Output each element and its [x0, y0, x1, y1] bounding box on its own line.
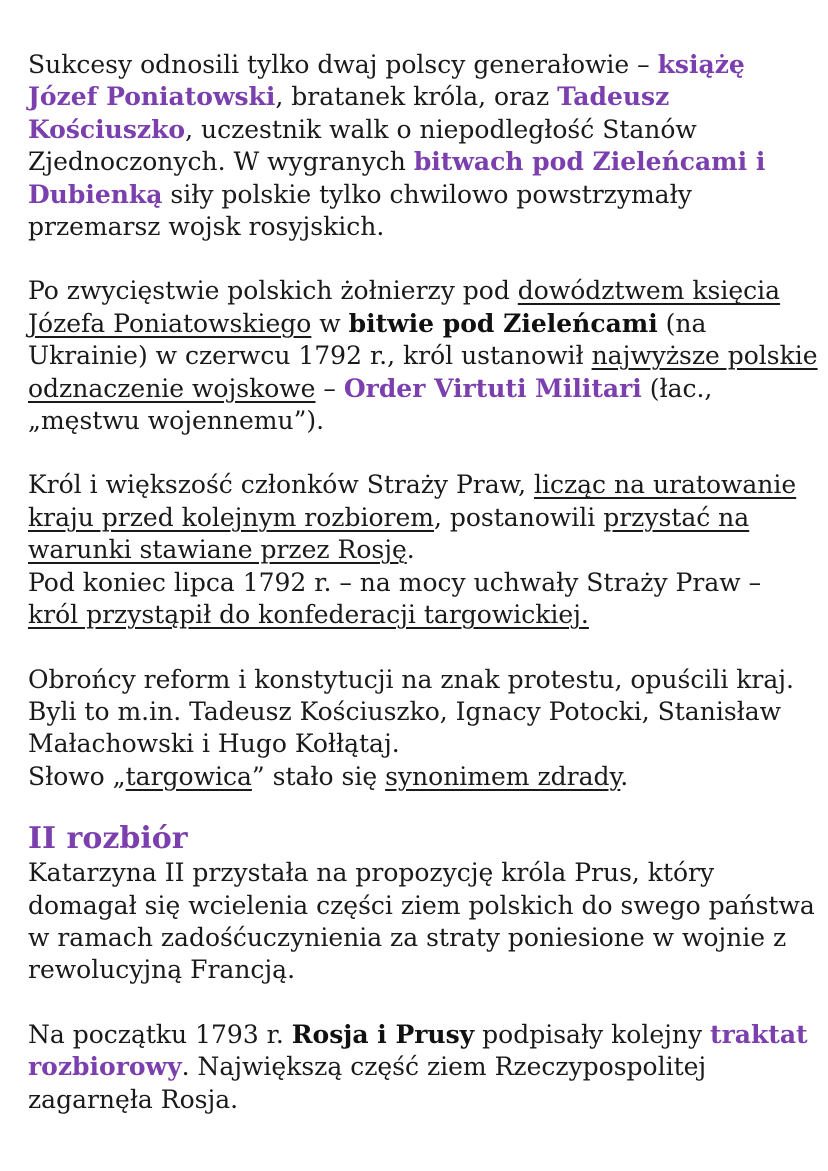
text-run: . — [406, 535, 415, 565]
text-run: Po zwycięstwie polskich żołnierzy pod — [28, 276, 518, 306]
spacer — [28, 437, 818, 469]
paragraph-defenders: Obrońcy reform i konstytucji na znak protestu, opuścili kraj. Byli to m.in. Tadeusz Kościuszko, Ignacy Potocki, Stanisław Małachowski i Hugo Kołłątaj. — [28, 664, 794, 759]
bold-battle: bitwie pod Zieleńcami — [348, 308, 658, 338]
text-run: Na początku 1793 r. — [28, 1019, 292, 1049]
text-run: podpisały kolejny — [474, 1019, 711, 1049]
spacer — [28, 243, 818, 275]
underline-king-joined: król przystąpił do konfederacji targowickiej. — [28, 600, 589, 630]
text-run: – — [315, 373, 344, 403]
paragraph-straz-praw — [28, 469, 818, 566]
paragraph-generals — [28, 49, 818, 243]
underline-command: dowództwem księcia Józefa Poniatowskiego — [28, 276, 781, 338]
underline-decoration: najwyższe polskie odznaczenie wojskowe — [28, 341, 818, 403]
bold-russia-prussia: Rosja i Prusy — [291, 1019, 475, 1049]
paragraph-treaty — [28, 1019, 818, 1116]
spacer — [28, 987, 818, 1019]
text-run: (łac., „męstwu wojennemu”). — [28, 373, 713, 436]
underline-rescue: licząc na uratowanie kraju przed kolejnym rozbiorem — [28, 470, 797, 532]
paragraph-targowica-join — [28, 567, 818, 632]
text-run: (na Ukrainie) w czerwcu 1792 r., król ustanowił — [28, 308, 707, 371]
text-run: ” stało się — [251, 761, 386, 791]
text-run: Słowo „ — [28, 761, 126, 791]
section-heading: II rozbiór — [28, 821, 188, 857]
underline-conditions: przystać na warunki stawiane przez Rosję — [28, 502, 750, 565]
underline-targowica: targowica — [125, 761, 252, 791]
text-run: . Największą część ziem Rzeczypospolitej zagarnęła Rosja. — [28, 1052, 707, 1114]
spacer — [28, 632, 818, 664]
paragraph-catherine: Katarzyna II przystała na propozycję króla Prus, który domagał się wcielenia części ziem polskich do swego państwa w ramach zadośćuczynienia za straty poniesione w wojnie z rewolucyjną Francją. — [28, 858, 815, 985]
text-run: w — [311, 308, 349, 338]
highlight-treaty: traktat rozbiorowy — [28, 1019, 808, 1082]
highlight-battles: bitwach pod Zieleńcami i Dubienką — [28, 147, 766, 209]
text-run: , uczestnik walk o niepodległość Stanów Zjednoczonych. W wygranych — [28, 114, 697, 177]
text-run: , postanowili — [433, 502, 604, 532]
document-page — [28, 49, 818, 1116]
paragraph-virtuti-militari — [28, 275, 818, 437]
highlight-order: Order Virtuti Militari — [343, 373, 642, 403]
spacer — [28, 793, 818, 817]
underline-synonym: synonimem zdrady — [385, 761, 621, 791]
text-run: , bratanek króla, oraz — [275, 82, 558, 112]
text-run: Sukcesy odnosili tylko dwaj polscy generałowie – — [28, 50, 658, 79]
paragraph-targowica-word — [28, 761, 818, 793]
text-run: . — [620, 761, 629, 791]
text-run: siły polskie tylko chwilowo powstrzymały przemarsz wojsk rosyjskich. — [28, 179, 692, 242]
highlight-kosciuszko: Tadeusz Kościuszko — [28, 82, 670, 144]
text-run: Król i większość członków Straży Praw, — [28, 470, 534, 500]
highlight-poniatowski: książę Józef Poniatowski — [28, 50, 745, 112]
text-run: Pod koniec lipca 1792 r. – na mocy uchwały Straży Praw – — [28, 567, 762, 597]
